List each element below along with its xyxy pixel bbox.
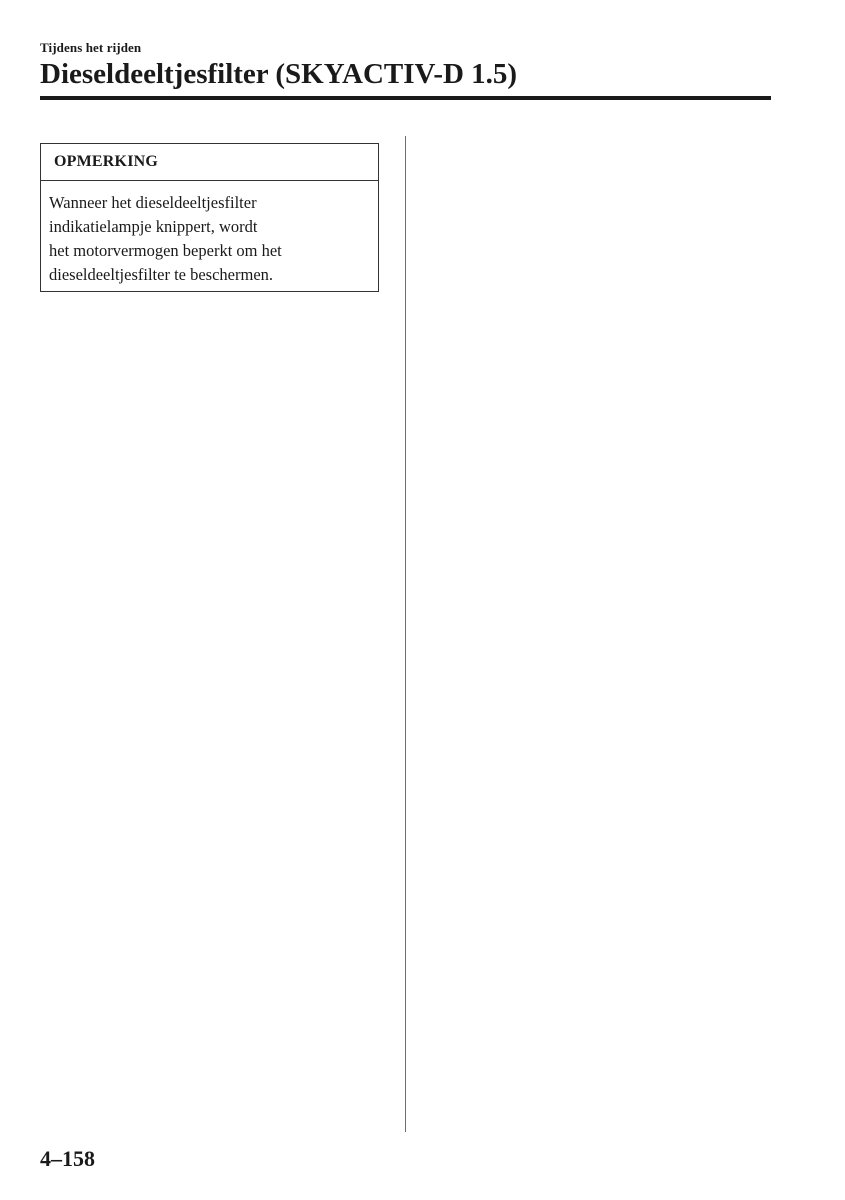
column-divider xyxy=(405,136,406,1132)
note-box xyxy=(40,143,379,292)
note-line: indikatielampje knippert, wordt xyxy=(49,217,258,236)
note-line: het motorvermogen beperkt om het xyxy=(49,241,282,260)
page-title: Dieseldeeltjesfilter (SKYACTIV-D 1.5) xyxy=(40,58,518,90)
page-number: 4–158 xyxy=(40,1146,95,1171)
note-line: Wanneer het dieseldeeltjesfilter xyxy=(49,193,257,212)
section-label: Tijdens het rijden xyxy=(40,40,142,55)
title-rule xyxy=(40,96,771,100)
note-body xyxy=(41,181,378,287)
note-line: dieseldeeltjesfilter te beschermen. xyxy=(49,265,274,284)
note-heading: OPMERKING xyxy=(41,144,378,181)
